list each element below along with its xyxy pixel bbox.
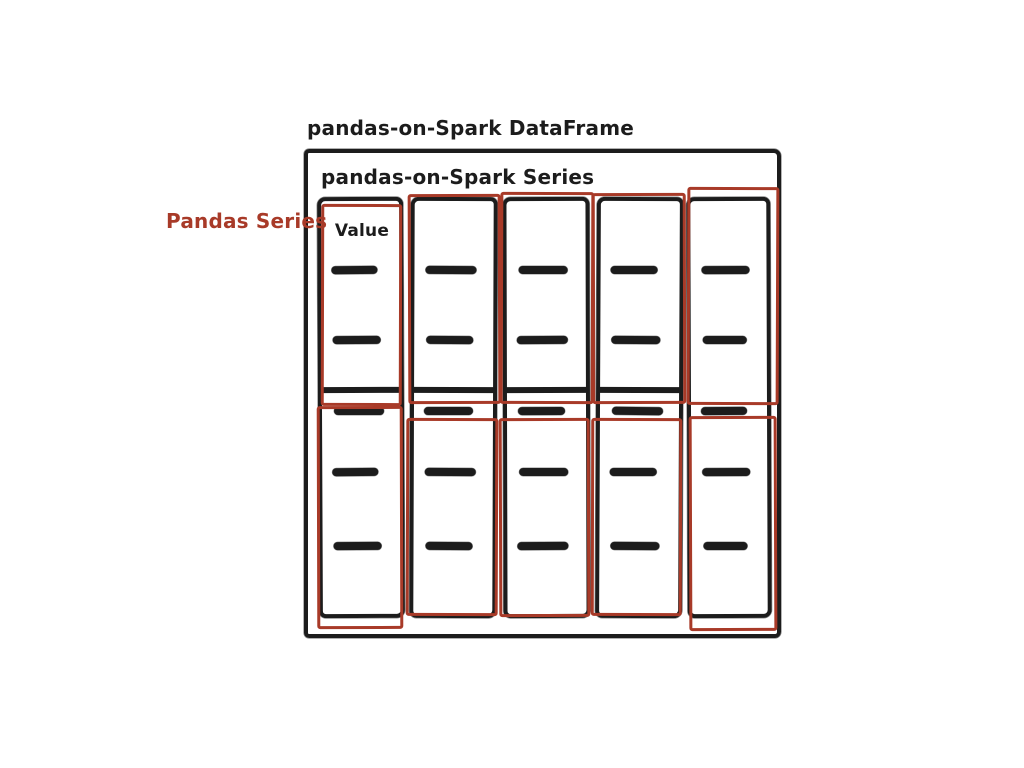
value-dash <box>612 407 663 415</box>
pandas-series-box <box>689 416 778 631</box>
pandas-on-spark-series-label: pandas-on-Spark Series <box>321 165 595 189</box>
pandas-series-box <box>406 418 499 616</box>
value-column-header: Value <box>334 221 390 241</box>
pandas-series-box <box>500 192 595 404</box>
pandas-series-box <box>499 418 591 617</box>
dataframe-title: pandas-on-Spark DataFrame <box>307 116 634 140</box>
pandas-series-label: Pandas Series <box>166 209 328 233</box>
pandas-series-box <box>592 193 687 404</box>
value-dash <box>518 407 565 415</box>
pandas-series-box <box>317 406 404 629</box>
value-dash <box>701 407 747 415</box>
value-dash <box>424 407 473 415</box>
pandas-series-box <box>408 194 502 404</box>
pandas-series-box <box>687 187 780 405</box>
pandas-series-box <box>591 418 683 616</box>
